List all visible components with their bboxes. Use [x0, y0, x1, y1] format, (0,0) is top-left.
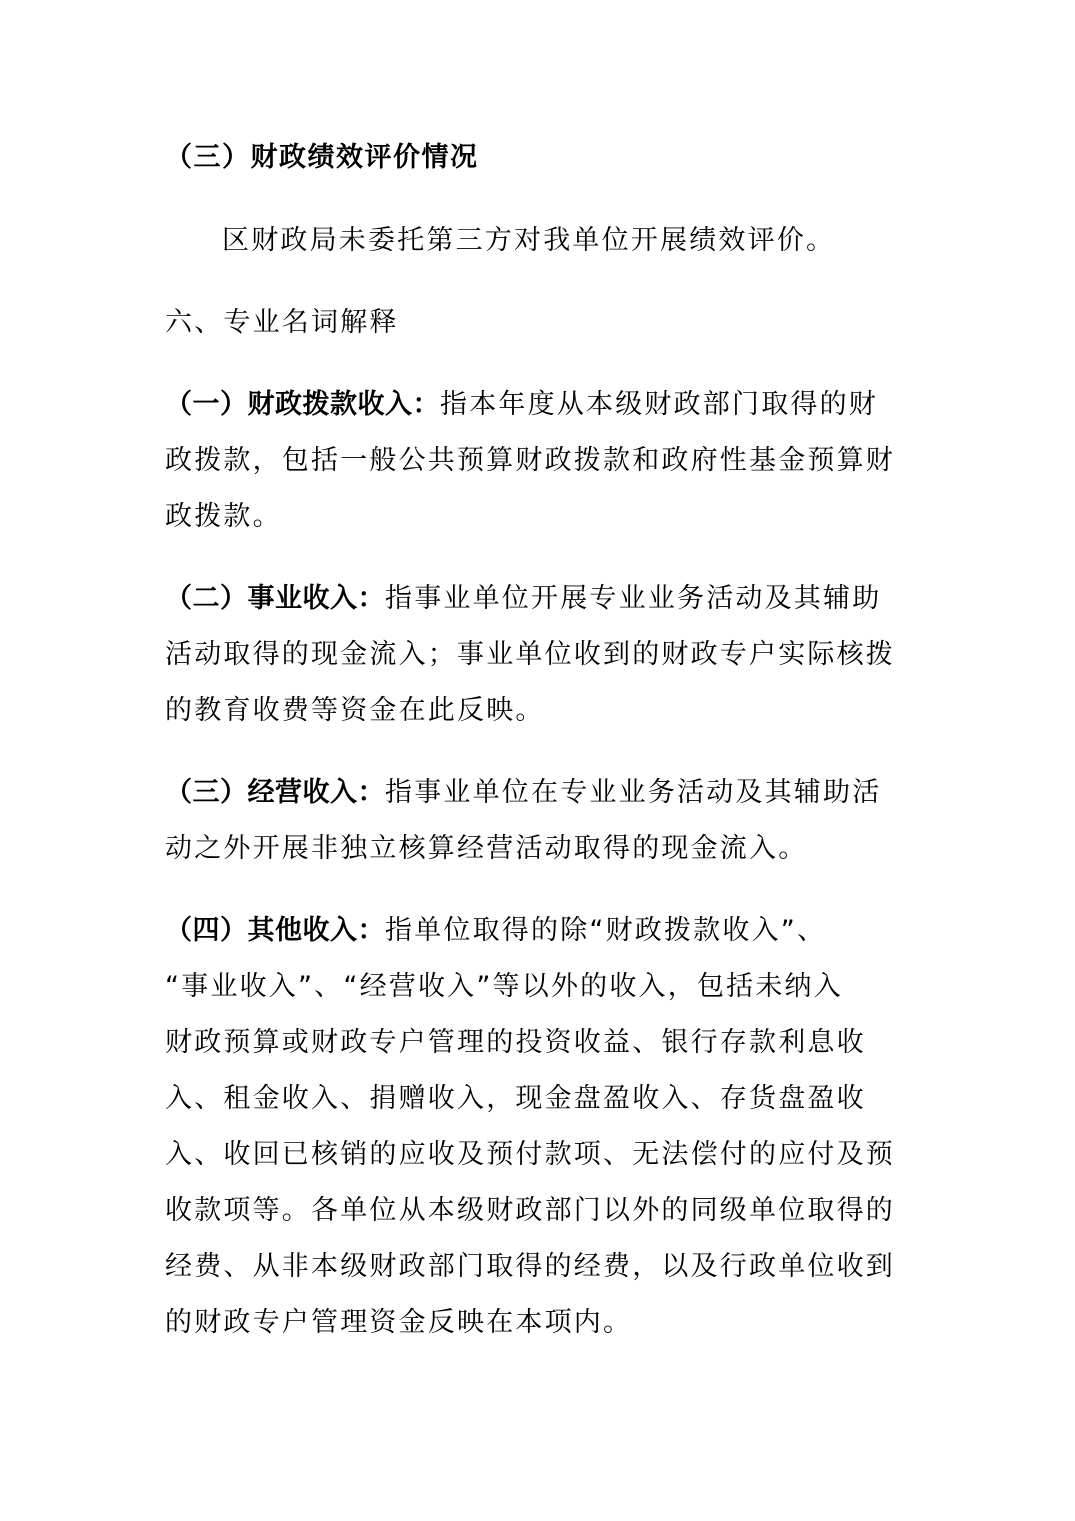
- term-paragraph-2-line-3: 的教育收费等资金在此反映。: [165, 695, 545, 726]
- performance-evaluation-text: 区财政局未委托第三方对我单位开展绩效评价。: [222, 225, 836, 256]
- term-paragraph-4-line-7: 经费、从非本级财政部门取得的经费，以及行政单位收到: [165, 1251, 895, 1282]
- section-heading-performance-evaluation: （三）财政绩效评价情况: [165, 142, 479, 173]
- term-label-3: （三）经营收入：: [165, 777, 385, 808]
- term-definition-2-start: 指事业单位开展专业业务活动及其辅助: [385, 583, 882, 614]
- section-heading-terms: 六、专业名词解释: [165, 307, 399, 338]
- term-definition-4-start: 指单位取得的除“财政拨款收入”、: [385, 915, 827, 946]
- term-paragraph-4-line-8: 的财政专户管理资金反映在本项内。: [165, 1307, 633, 1338]
- term-definition-3-start: 指事业单位在专业业务活动及其辅助活: [385, 777, 882, 808]
- term-paragraph-2-line-2: 活动取得的现金流入；事业单位收到的财政专户实际核拨: [165, 639, 895, 670]
- term-paragraph-4-line-2: “事业收入”、“经营收入”等以外的收入，包括未纳入: [165, 971, 843, 1002]
- term-paragraph-4-line-1: [165, 914, 895, 948]
- term-paragraph-4-line-4: 入、租金收入、捐赠收入，现金盘盈收入、存货盘盈收: [165, 1083, 866, 1114]
- term-label-2: （二）事业收入：: [165, 583, 385, 614]
- term-paragraph-4-line-6: 收款项等。各单位从本级财政部门以外的同级单位取得的: [165, 1195, 895, 1226]
- term-paragraph-3-line-1: [165, 776, 895, 810]
- term-label-1: （一）财政拨款收入：: [165, 389, 440, 420]
- term-paragraph-4-line-3: 财政预算或财政专户管理的投资收益、银行存款利息收: [165, 1027, 866, 1058]
- term-label-4: （四）其他收入：: [165, 915, 385, 946]
- term-paragraph-3-line-2: 动之外开展非独立核算经营活动取得的现金流入。: [165, 833, 808, 864]
- term-paragraph-2-line-1: [165, 582, 895, 616]
- term-definition-1-start: 指本年度从本级财政部门取得的财: [440, 389, 878, 420]
- term-paragraph-4-line-5: 入、收回已核销的应收及预付款项、无法偿付的应付及预: [165, 1139, 895, 1170]
- term-paragraph-1-line-1: [165, 388, 895, 422]
- term-paragraph-1-line-2: 政拨款，包括一般公共预算财政拨款和政府性基金预算财: [165, 445, 895, 476]
- term-paragraph-1-line-3: 政拨款。: [165, 501, 282, 532]
